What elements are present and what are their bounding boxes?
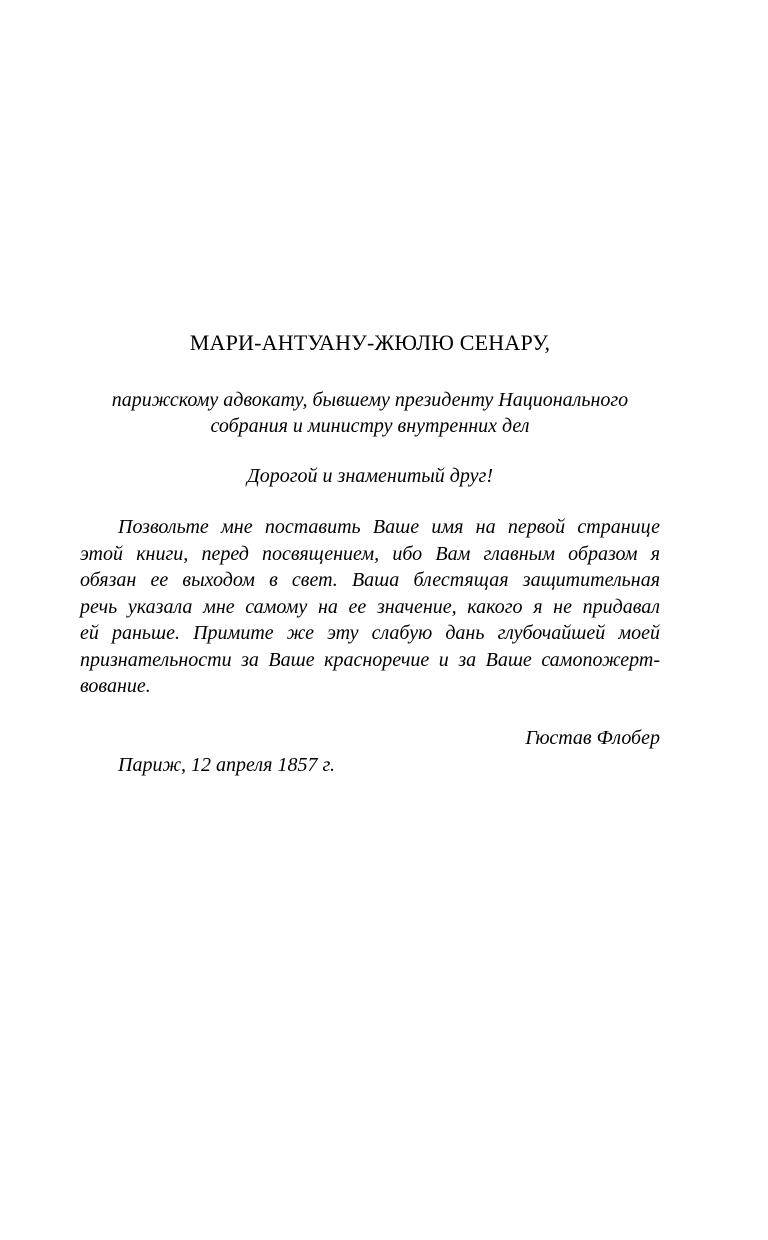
subtitle-line-2: собрания и министру внутренних дел	[210, 415, 530, 437]
dedicatee-heading: МАРИ-АНТУАНУ-ЖЮЛЮ СЕНАРУ,	[189, 330, 551, 355]
body-line-7: вование.	[80, 675, 151, 697]
body-line-2: этой книги, перед посвящением, ибо Вам главным образом я	[80, 542, 660, 565]
subtitle-line-1: парижскому адвокату, бывшему президенту Национального	[111, 389, 629, 411]
body-line-3: обязан ее выходом в свет. Ваша блестящая защитительная	[80, 569, 660, 591]
author-signature: Гюстав Флобер	[525, 727, 660, 749]
dedicatee-description	[80, 387, 660, 439]
body-line-5: ей раньше. Примите же эту слабую дань глубочайшей моей	[80, 622, 660, 644]
body-line-6: признательности за Ваше красноречие и за Ваше самопожерт-	[80, 648, 660, 671]
place-and-date: Париж, 12 апреля 1857 г.	[118, 754, 335, 776]
dedication-body	[80, 514, 660, 700]
body-line-1: Позвольте мне поставить Ваше имя на первой странице	[118, 516, 660, 538]
greeting: Дорогой и знаменитый друг!	[247, 465, 493, 487]
body-line-4: речь указала мне самому на ее значение, какого я не придавал	[80, 595, 660, 618]
